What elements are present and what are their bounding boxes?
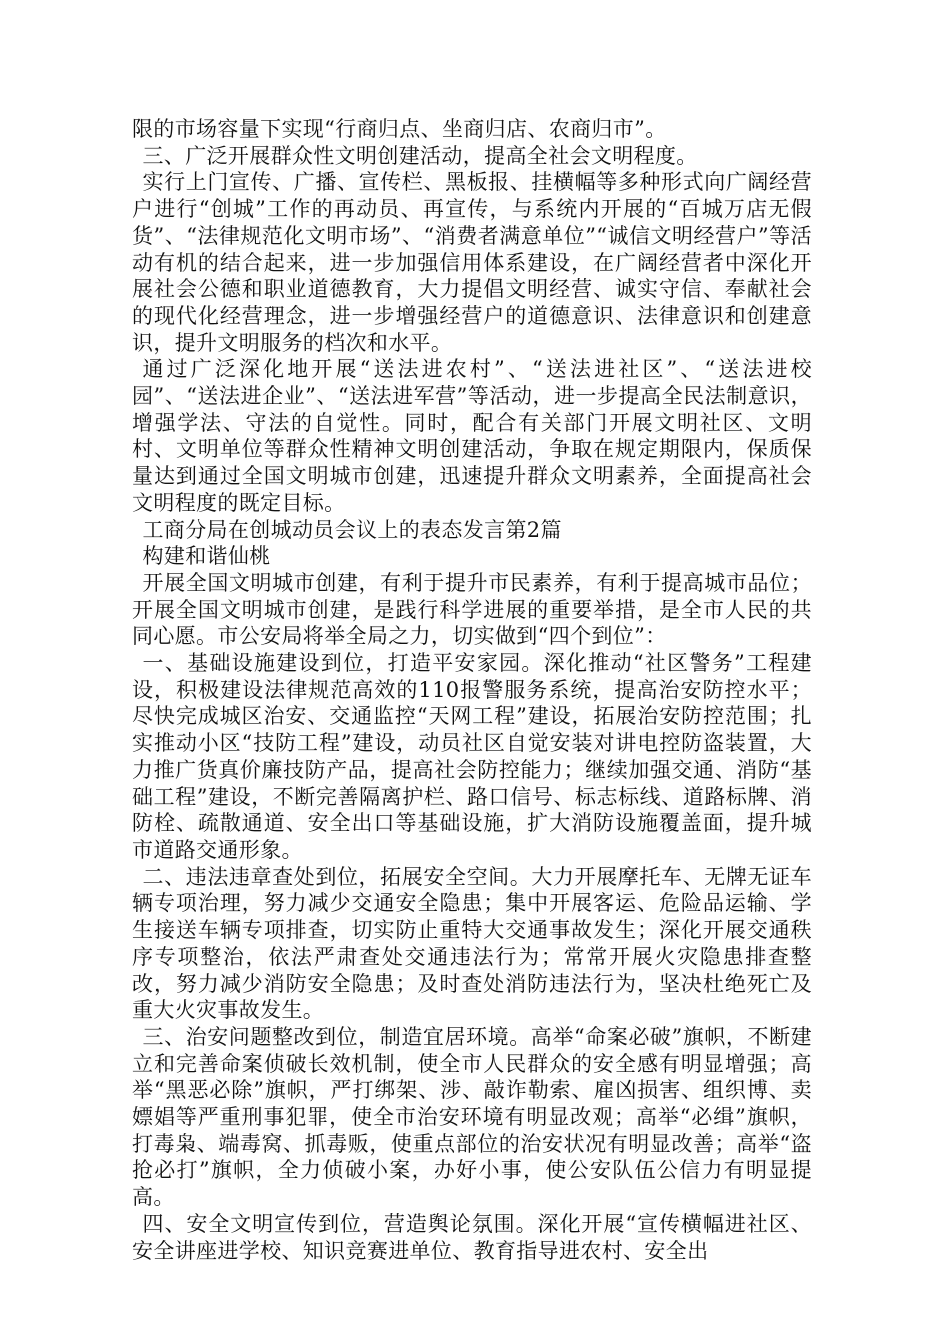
paragraph-1: 限的市场容量下实现“行商归点、坐商归店、农商归市”。 [132, 117, 667, 141]
paragraph-4: 通过广泛深化地开展“送法进农村”、“送法进社区”、“送法进校园”、“送法进企业”、“送法进军营”等活动，进一步提高全民法制意识，增强学法、守法的自觉性。同时，配合有关部门开展文明社区、文明村、文明单位等群众性精神文明创建活动，争取在规定期限内，保质保量达到通过全国文明城市创建，迅速提升群众文明素养，全面提高社会文明程度的既定目标。 [132, 357, 812, 515]
paragraph-3: 实行上门宣传、广播、宣传栏、黑板报、挂横幅等多种形式向广阔经营户进行“创城”工作的再动员、再宣传，与系统内开展的“百城万店无假货”、“法律规范化文明市场”、“消费者满意单位”“诚信文明经营户”等活动有机的结合起来，进一步加强信用体系建设，在广阔经营者中深化开展社会公德和职业道德教育，大力提倡文明经营、诚实守信、奉献社会的现代化经营理念，进一步增强经营户的道德意识、法律意识和创建意识，提升文明服务的档次和水平。 [132, 170, 812, 355]
paragraph-7: 开展全国文明城市创建，有利于提升市民素养，有利于提高城市品位；开展全国文明城市创建，是践行科学进展的重要举措，是全市人民的共同心愿。市公安局将举全局之力，切实做到“四个到位”： [132, 570, 812, 649]
paragraph-8: 一、基础设施建设到位，打造平安家园。深化推动“社区警务”工程建设，积极建设法律规范高效的110报警服务系统，提高治安防控水平； 尽快完成城区治安、交通监控“天网工程”建设，拓展治安防控范围；扎实推动小区“技防工程”建设，动员社区自觉安装对讲电控防盗装置，大力推广货真价廉技防产品，提高社会防控能力；继续加强交通、消防“基础工程”建设，不断完善隔离护栏、路口信号、标志标线、道路标牌、消防栓、疏散通道、安全出口等基础设施，扩大消防设施覆盖面，提升城市道路交通形象。 [132, 651, 812, 862]
subtitle: 构建和谐仙桃 [142, 544, 271, 569]
paragraph-11: 四、安全文明宣传到位，营造舆论氛围。深化开展“宣传横幅进社区、安全讲座进学校、知识竞赛进单位、教育指导进农村、安全出 [132, 1211, 812, 1263]
paragraph-2: 三、广泛开展群众性文明创建活动，提高全社会文明程度。 [142, 143, 698, 168]
paragraph-10: 三、治安问题整改到位，制造宜居环境。高举“命案必破”旗帜，不断建立和完善命案侦破长效机制，使全市人民群众的安全感有明显增强；高举“黑恶必除”旗帜，严打绑架、涉、敲诈勒索、雇凶损害、组织博、卖嫖娼等严重刑事犯罪，使全市治安环境有明显改观；高举“必缉”旗帜，打毒枭、端毒窝、抓毒贩，使重点部位的治安状况有明显改善；高举“盗抢必打”旗帜，全力侦破小案，办好小事，使公安队伍公信力有明显提高。 [132, 1024, 812, 1210]
section-heading: 工商分局在创城动员会议上的表态发言第2篇 [142, 517, 562, 542]
document-page [132, 116, 812, 1264]
paragraph-9: 二、违法违章查处到位，拓展安全空间。大力开展摩托车、无牌无证车辆专项治理，努力减少交通安全隐患；集中开展客运、危险品运输、学生接送车辆专项排查，切实防止重特大交通事故发生；深化开展交通秩序专项整治，依法严肃查处交通违法行为；常常开展火灾隐患排查整改，努力减少消防安全隐患；及时查处消防违法行为，坚决杜绝死亡及重大火灾事故发生。 [132, 864, 812, 1023]
